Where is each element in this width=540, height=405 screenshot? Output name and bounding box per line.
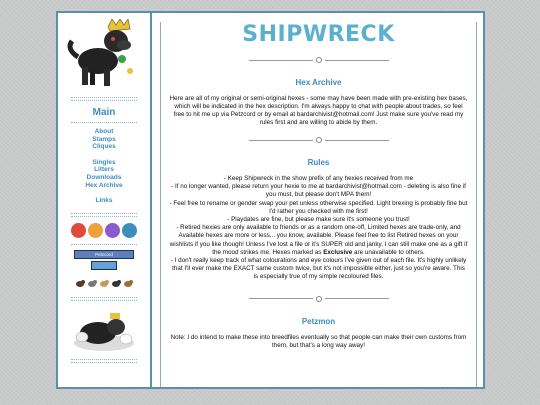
nav-link-stamps[interactable]: Stamps (92, 135, 116, 143)
petzmon-heading: Petzmon (301, 316, 336, 326)
rule-item: - Feel free to rename or gender swap your pet unless otherwise specified. Light brexing is probably fine but I'd rather you checked with me first! (169, 199, 468, 215)
mini-dog-icon (111, 278, 122, 289)
nav-link-cliques[interactable]: Cliques (92, 143, 116, 151)
petzmon-note: Note: I do intend to make these into breedfiles eventually so that people can make their own customs from them, but that's a long way away! (170, 333, 467, 349)
section-divider (249, 57, 389, 63)
sidebar-divider (71, 359, 137, 363)
rule-item (169, 224, 468, 257)
sidebar-divider (71, 97, 137, 101)
section-divider (249, 296, 389, 302)
section-divider (249, 137, 389, 143)
site-title: SHIPWRECK (242, 22, 395, 47)
sidebar-divider (71, 213, 137, 217)
sidebar-divider (71, 122, 137, 124)
nav-link-hex-archive[interactable]: Hex Archive (85, 181, 123, 189)
rule-item: - If no longer wanted, please return your hexie to me at bardarchivist@hotmail.com - deleting is also fine if you must, but please don't MPA them! (171, 183, 466, 199)
rule-text: are unavailable to others. (354, 248, 425, 256)
sidebar (58, 13, 152, 387)
paw-icon[interactable] (71, 223, 86, 238)
mini-pet-icons (58, 278, 150, 289)
rule-item: - Playdates are fine, but please make sure it's someone you trust! (227, 216, 410, 224)
hex-archive-intro: Here are all of my original or semi-original hexes - some may have been made with pre-existing hex bases, which will be indicated in the hex description. I'm always happy to chat with people about trades, so feel free to hit me up via Petzcord or by email at bardarchivist@hotmail.com! Just make sure you've read my rules first and are willing to abide by them. (169, 95, 468, 126)
nav-link-links[interactable]: Links (95, 197, 113, 205)
nav-group-main (58, 128, 150, 151)
rules-list (169, 175, 468, 282)
mascot-dog-image (64, 19, 144, 91)
nav-link-litters[interactable]: Litters (94, 166, 114, 174)
nav-group-pets (58, 159, 150, 189)
sidebar-divider (71, 297, 137, 301)
rule-item: - Keep Shipwreck in the show prefix of any hexies received from me (223, 175, 414, 182)
mini-dog-icon (99, 278, 110, 289)
main-content (152, 13, 483, 387)
sidebar-nav-title: Main (92, 107, 116, 118)
page-frame (56, 11, 485, 389)
small-badge[interactable] (91, 261, 117, 270)
pet-pile-image (68, 307, 140, 353)
nav-link-about[interactable]: About (94, 128, 114, 135)
exclusive-label: Exclusive (323, 248, 353, 256)
sidebar-nav (58, 128, 150, 205)
rules-heading: Rules (307, 158, 330, 167)
petzcord-badge[interactable]: Petzcord (74, 250, 134, 259)
mini-cat-icon (123, 278, 134, 289)
paw-icon[interactable] (88, 223, 103, 238)
paw-icon[interactable] (122, 223, 137, 238)
content-column (160, 22, 477, 387)
mini-dog-icon (75, 278, 86, 289)
hex-archive-heading: Hex Archive (295, 78, 342, 87)
sidebar-divider (71, 244, 137, 246)
nav-group-links (58, 197, 150, 205)
paw-icon[interactable] (105, 223, 120, 238)
paw-badges (58, 223, 150, 238)
rule-item: - I don't really keep track of what colourations and eye colours I've given out of each file. It's highly unlikely that I'll ever make the EXACT same custom twice, but it's not impossible either, just so you're aware. This is especially true of my simple recoloured files. (170, 257, 467, 281)
nav-link-singles[interactable]: Singles (92, 158, 116, 166)
nav-link-downloads[interactable]: Downloads (86, 173, 122, 181)
mini-cat-icon (87, 278, 98, 289)
rule-text: - Retired hexies are only available to friends or as a random one-off, Limited hexes are trade-only, and Available hexes are more or less... you know, available. Please feel free to list Retired hexes on your wishlists if you like though! Unless I've lost a file or it's SUPER old and janky, I can still make one as a gift if the mood strikes me. Hexes marked as (169, 224, 468, 256)
